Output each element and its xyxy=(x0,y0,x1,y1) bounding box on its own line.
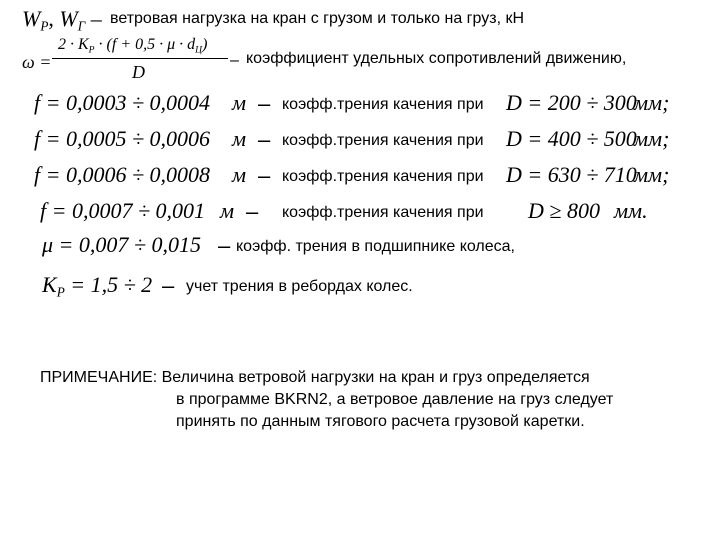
mu-formula: μ = 0,007 ÷ 0,015 xyxy=(42,232,201,257)
fraction-bar xyxy=(52,58,228,59)
omega-denominator: D xyxy=(132,62,145,82)
note-line-2: в программе BKRN2, а ветровое давление на груз следует xyxy=(176,391,614,408)
friction-formula: f = 0,0005 ÷ 0,0006 xyxy=(34,126,211,151)
dash: – xyxy=(90,6,102,31)
symbol-w: W xyxy=(22,6,41,31)
kp-formula xyxy=(42,272,152,301)
friction-formula: f = 0,0003 ÷ 0,0004 xyxy=(34,90,211,115)
friction-description: коэфф.трения качения при xyxy=(282,204,484,221)
friction-description: коэфф.трения качения при xyxy=(282,132,484,149)
subscript-g: Г xyxy=(77,18,86,34)
kp-symbol: K xyxy=(42,272,57,297)
friction-formula: f = 0,0007 ÷ 0,001 xyxy=(40,198,206,223)
friction-condition-unit: мм; xyxy=(634,90,670,115)
omega-fraction xyxy=(52,36,238,88)
friction-condition-unit: мм; xyxy=(634,162,670,187)
friction-unit: м xyxy=(232,90,247,115)
subscript-p: P xyxy=(40,18,49,34)
omega-numerator: $2 \cdot K_P \cdot (f + 0,5 \cdot \mu \cdot d_Ц)$ xyxy=(58,36,208,56)
mu-dash: – xyxy=(218,233,231,258)
friction-condition: D = 200 ÷ 300 xyxy=(506,90,637,115)
friction-dash: – xyxy=(246,199,259,224)
friction-dash: – xyxy=(258,163,271,188)
friction-unit: м xyxy=(232,162,247,187)
note-line-3: принять по данным тягового расчета грузовой каретки. xyxy=(176,413,585,430)
mu-description: коэфф. трения в подшипнике колеса, xyxy=(236,238,515,255)
wind-load-symbols xyxy=(22,6,102,35)
friction-dash: – xyxy=(258,91,271,116)
kp-value: = 1,5 ÷ 2 xyxy=(70,272,153,297)
kp-subscript: P xyxy=(56,284,65,300)
omega-dash: – xyxy=(230,52,239,69)
friction-dash: – xyxy=(258,127,271,152)
friction-condition: D ≥ 800 xyxy=(528,198,600,223)
friction-condition-unit: мм. xyxy=(614,198,648,223)
friction-formula: f = 0,0006 ÷ 0,0008 xyxy=(34,162,211,187)
note-line-1: ПРИМЕЧАНИЕ: Величина ветровой нагрузки на кран и груз определяется xyxy=(40,369,590,386)
kp-dash: – xyxy=(162,273,175,298)
friction-condition: D = 400 ÷ 500 xyxy=(506,126,637,151)
separator: , xyxy=(48,6,54,31)
friction-description: коэфф.трения качения при xyxy=(282,96,484,113)
friction-condition-unit: мм; xyxy=(634,126,670,151)
kp-description: учет трения в ребордах колес. xyxy=(186,278,413,295)
friction-unit: м xyxy=(220,198,235,223)
friction-description: коэфф.трения качения при xyxy=(282,168,484,185)
omega-lhs: ω = xyxy=(22,52,52,72)
friction-unit: м xyxy=(232,126,247,151)
wind-load-description: ветровая нагрузка на кран с грузом и только на груз, кН xyxy=(110,10,525,27)
omega-description: коэффициент удельных сопротивлений движению, xyxy=(246,50,627,67)
friction-condition: D = 630 ÷ 710 xyxy=(506,162,637,187)
symbol-w: W xyxy=(59,6,78,31)
